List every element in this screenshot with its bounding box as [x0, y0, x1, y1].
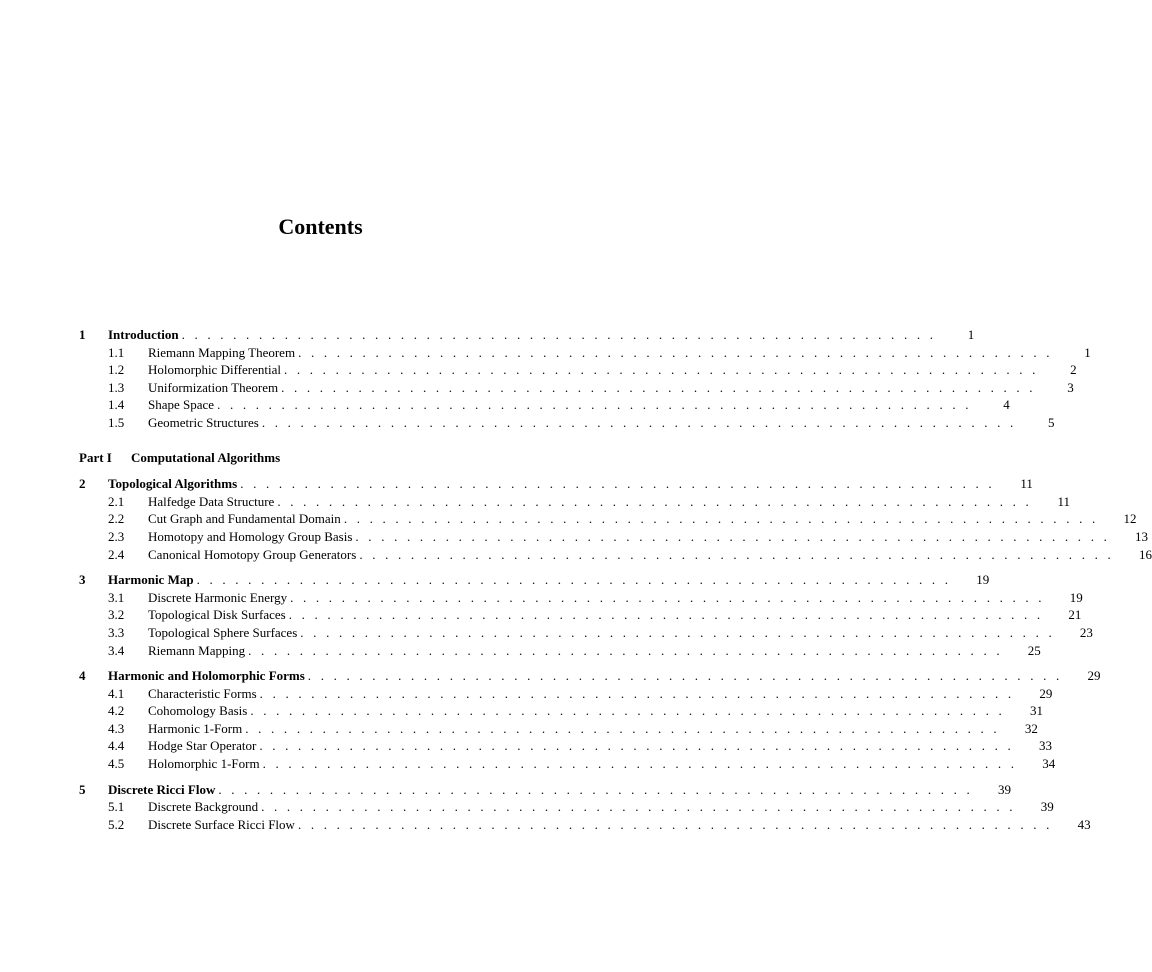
chapter-number: 5: [79, 781, 86, 797]
section-title[interactable]: Cohomology Basis: [148, 703, 248, 719]
toc-chapter-entry[interactable]: [79, 781, 1011, 799]
section-title[interactable]: Discrete Background: [148, 799, 259, 815]
page-number: 19: [1069, 589, 1083, 605]
section-number: 3.1: [108, 589, 125, 605]
dot-leader: . . . . . . . . . . . . . . . . . . . . . . . . . . . . . . . . . . . . . . . . . . . . . . . . . . . . . . . . . . .: [261, 799, 1016, 815]
toc-chapter-entry[interactable]: [79, 475, 1033, 493]
section-title[interactable]: Topological Sphere Surfaces: [148, 624, 298, 640]
section-number: 1.2: [108, 362, 125, 378]
section-number: 2.4: [108, 546, 125, 562]
page-number: 11: [1020, 476, 1033, 492]
page-number: 4: [1003, 397, 1010, 413]
section-number: 1.4: [108, 397, 125, 413]
section-title[interactable]: Hodge Star Operator: [148, 738, 257, 754]
toc-section-entry[interactable]: [79, 344, 1091, 362]
section-number: 2.1: [108, 493, 125, 509]
page-number: 25: [1027, 642, 1041, 658]
page-number: 19: [976, 572, 990, 588]
toc-chapter-entry[interactable]: [79, 571, 990, 589]
section-number: 4.1: [108, 685, 125, 701]
dot-leader: . . . . . . . . . . . . . . . . . . . . . . . . . . . . . . . . . . . . . . . . . . . . . . . . . . . . . . . . . . .: [261, 414, 1017, 430]
chapter-spacer: [79, 659, 563, 667]
toc-section-entry[interactable]: [79, 606, 1082, 624]
dot-leader: . . . . . . . . . . . . . . . . . . . . . . . . . . . . . . . . . . . . . . . . . . . . . . . . . . . . . . . . . . .: [359, 546, 1114, 562]
toc-chapter-entry[interactable]: [79, 667, 1101, 685]
page-number: 33: [1038, 738, 1052, 754]
dot-leader: . . . . . . . . . . . . . . . . . . . . . . . . . . . . . . . . . . . . . . . . . . . . . . . . . . . . . . . . . . .: [307, 668, 1063, 684]
chapter-title[interactable]: Topological Algorithms: [108, 476, 238, 492]
dot-leader: . . . . . . . . . . . . . . . . . . . . . . . . . . . . . . . . . . . . . . . . . . . . . . . . . . . . . . . . . . .: [240, 476, 995, 492]
section-title[interactable]: Riemann Mapping: [148, 642, 246, 658]
page-number: 34: [1042, 756, 1056, 772]
section-number: 3.3: [108, 624, 125, 640]
dot-leader: . . . . . . . . . . . . . . . . . . . . . . . . . . . . . . . . . . . . . . . . . . . . . . . . . . . . . . . . . . .: [355, 528, 1111, 544]
toc-section-entry[interactable]: [79, 737, 1052, 755]
toc-section-entry[interactable]: [79, 379, 1074, 397]
section-number: 2.2: [108, 511, 125, 527]
dot-leader: . . . . . . . . . . . . . . . . . . . . . . . . . . . . . . . . . . . . . . . . . . . . . . . . . . . . . . . . . . .: [288, 607, 1044, 623]
toc-section-entry[interactable]: [79, 361, 1077, 379]
chapter-title[interactable]: Discrete Ricci Flow: [108, 781, 216, 797]
page-number: 11: [1057, 493, 1070, 509]
dot-leader: . . . . . . . . . . . . . . . . . . . . . . . . . . . . . . . . . . . . . . . . . . . . . . . . . . . . . . . . . . .: [343, 511, 1099, 527]
toc-section-entry[interactable]: [79, 685, 1053, 703]
page-number: 16: [1138, 546, 1152, 562]
page-number: 1: [1084, 344, 1091, 360]
toc-section-entry[interactable]: [79, 528, 1149, 546]
chapter-title[interactable]: Harmonic and Holomorphic Forms: [108, 668, 305, 684]
part-label: Part I: [79, 449, 112, 465]
toc-section-entry[interactable]: [79, 493, 1070, 511]
section-number: 5.1: [108, 799, 125, 815]
section-title[interactable]: Canonical Homotopy Group Generators: [148, 546, 357, 562]
toc-section-entry[interactable]: [79, 755, 1056, 773]
toc-section-entry[interactable]: [79, 396, 1010, 414]
section-number: 3.2: [108, 607, 125, 623]
chapter-number: 2: [79, 476, 86, 492]
dot-leader: . . . . . . . . . . . . . . . . . . . . . . . . . . . . . . . . . . . . . . . . . . . . . . . . . . . . . . . . . . .: [300, 624, 1055, 640]
dot-leader: . . . . . . . . . . . . . . . . . . . . . . . . . . . . . . . . . . . . . . . . . . . . . . . . . . . . . . . . . . .: [181, 327, 937, 342]
section-title[interactable]: Characteristic Forms: [148, 685, 257, 701]
section-title[interactable]: Cut Graph and Fundamental Domain: [148, 511, 341, 527]
page-title: Contents: [278, 214, 363, 239]
section-title[interactable]: Halfedge Data Structure: [148, 493, 275, 509]
part-title: Computational Algorithms: [131, 449, 281, 465]
section-title[interactable]: Discrete Surface Ricci Flow: [148, 816, 295, 832]
dot-leader: . . . . . . . . . . . . . . . . . . . . . . . . . . . . . . . . . . . . . . . . . . . . . . . . . . . . . . . . . . .: [248, 642, 1003, 658]
dot-leader: . . . . . . . . . . . . . . . . . . . . . . . . . . . . . . . . . . . . . . . . . . . . . . . . . . . . . . . . . . .: [277, 493, 1032, 509]
section-title[interactable]: Shape Space: [148, 397, 215, 413]
chapter-number: 1: [79, 327, 86, 342]
page-number: 5: [1047, 414, 1055, 430]
table-of-contents: [79, 326, 1152, 833]
page-number: 43: [1077, 816, 1091, 832]
page-number: 32: [1024, 720, 1038, 736]
dot-leader: . . . . . . . . . . . . . . . . . . . . . . . . . . . . . . . . . . . . . . . . . . . . . . . . . . . . . . . . . . .: [218, 781, 973, 797]
toc-section-entry[interactable]: [79, 702, 1043, 720]
section-number: 4.5: [108, 756, 125, 772]
toc-section-entry[interactable]: [79, 510, 1137, 528]
page-number: 31: [1029, 703, 1043, 719]
part-heading: [79, 449, 563, 467]
section-title[interactable]: Geometric Structures: [148, 414, 259, 430]
page-number: 29: [1087, 668, 1101, 684]
page-number: 13: [1135, 528, 1149, 544]
toc-section-entry[interactable]: [79, 642, 1041, 660]
section-title[interactable]: Holomorphic 1-Form: [148, 756, 260, 772]
toc-section-entry[interactable]: [79, 816, 1091, 834]
toc-chapter-entry[interactable]: [79, 326, 975, 344]
dot-leader: . . . . . . . . . . . . . . . . . . . . . . . . . . . . . . . . . . . . . . . . . . . . . . . . . . . . . . . . . . .: [250, 703, 1005, 719]
page-number: 2: [1070, 362, 1077, 378]
toc-section-entry[interactable]: [79, 720, 1038, 738]
section-number: 1.5: [108, 414, 125, 430]
dot-leader: . . . . . . . . . . . . . . . . . . . . . . . . . . . . . . . . . . . . . . . . . . . . . . . . . . . . . . . . . . .: [245, 720, 1000, 736]
dot-leader: . . . . . . . . . . . . . . . . . . . . . . . . . . . . . . . . . . . . . . . . . . . . . . . . . . . . . . . . . . .: [196, 572, 952, 588]
page-number: 39: [1040, 799, 1054, 815]
section-number: 1.1: [108, 344, 125, 360]
page-number: 12: [1123, 511, 1137, 527]
page-number: 39: [997, 781, 1011, 797]
section-number: 4.4: [108, 738, 125, 754]
dot-leader: . . . . . . . . . . . . . . . . . . . . . . . . . . . . . . . . . . . . . . . . . . . . . . . . . . . . . . . . . . .: [262, 756, 1018, 772]
dot-leader: . . . . . . . . . . . . . . . . . . . . . . . . . . . . . . . . . . . . . . . . . . . . . . . . . . . . . . . . . . .: [297, 816, 1053, 832]
page-number: 1: [967, 327, 975, 342]
toc-section-entry[interactable]: [79, 414, 1055, 432]
section-title[interactable]: Holomorphic Differential: [148, 362, 281, 378]
dot-leader: . . . . . . . . . . . . . . . . . . . . . . . . . . . . . . . . . . . . . . . . . . . . . . . . . . . . . . . . . . .: [259, 738, 1014, 754]
page-number: 21: [1068, 607, 1082, 623]
dot-leader: . . . . . . . . . . . . . . . . . . . . . . . . . . . . . . . . . . . . . . . . . . . . . . . . . . . . . . . . . . .: [217, 397, 972, 413]
toc-section-entry[interactable]: [79, 546, 1152, 564]
section-number: 2.3: [108, 528, 125, 544]
section-title[interactable]: Discrete Harmonic Energy: [148, 589, 288, 605]
dot-leader: . . . . . . . . . . . . . . . . . . . . . . . . . . . . . . . . . . . . . . . . . . . . . . . . . . . . . . . . . . .: [259, 685, 1015, 701]
section-number: 5.2: [108, 816, 125, 832]
dot-leader: . . . . . . . . . . . . . . . . . . . . . . . . . . . . . . . . . . . . . . . . . . . . . . . . . . . . . . . . . . .: [281, 379, 1036, 395]
dot-leader: . . . . . . . . . . . . . . . . . . . . . . . . . . . . . . . . . . . . . . . . . . . . . . . . . . . . . . . . . . .: [290, 589, 1045, 605]
page-number: 23: [1079, 624, 1093, 640]
section-title[interactable]: Riemann Mapping Theorem: [148, 344, 296, 360]
section-number: 3.4: [108, 642, 125, 658]
chapter-title[interactable]: Harmonic Map: [108, 572, 194, 588]
section-number: 1.3: [108, 379, 125, 395]
toc-section-entry[interactable]: [79, 624, 1093, 642]
chapter-spacer: [79, 563, 563, 571]
dot-leader: . . . . . . . . . . . . . . . . . . . . . . . . . . . . . . . . . . . . . . . . . . . . . . . . . . . . . . . . . . .: [283, 362, 1039, 378]
section-title[interactable]: Topological Disk Surfaces: [148, 607, 286, 623]
page-number: 29: [1039, 685, 1053, 701]
chapter-number: 3: [79, 572, 86, 588]
toc-section-entry[interactable]: [79, 798, 1054, 816]
toc-section-entry[interactable]: [79, 589, 1083, 607]
section-title[interactable]: Homotopy and Homology Group Basis: [148, 528, 353, 544]
section-title[interactable]: Uniformization Theorem: [148, 379, 279, 395]
chapter-title[interactable]: Introduction: [108, 327, 179, 342]
chapter-spacer: [79, 773, 563, 781]
chapter-number: 4: [79, 668, 86, 684]
section-title[interactable]: Harmonic 1-Form: [148, 720, 243, 736]
dot-leader: . . . . . . . . . . . . . . . . . . . . . . . . . . . . . . . . . . . . . . . . . . . . . . . . . . . . . . . . . . .: [298, 344, 1053, 360]
page-number: 3: [1067, 379, 1074, 395]
section-number: 4.3: [108, 720, 125, 736]
section-number: 4.2: [108, 703, 125, 719]
